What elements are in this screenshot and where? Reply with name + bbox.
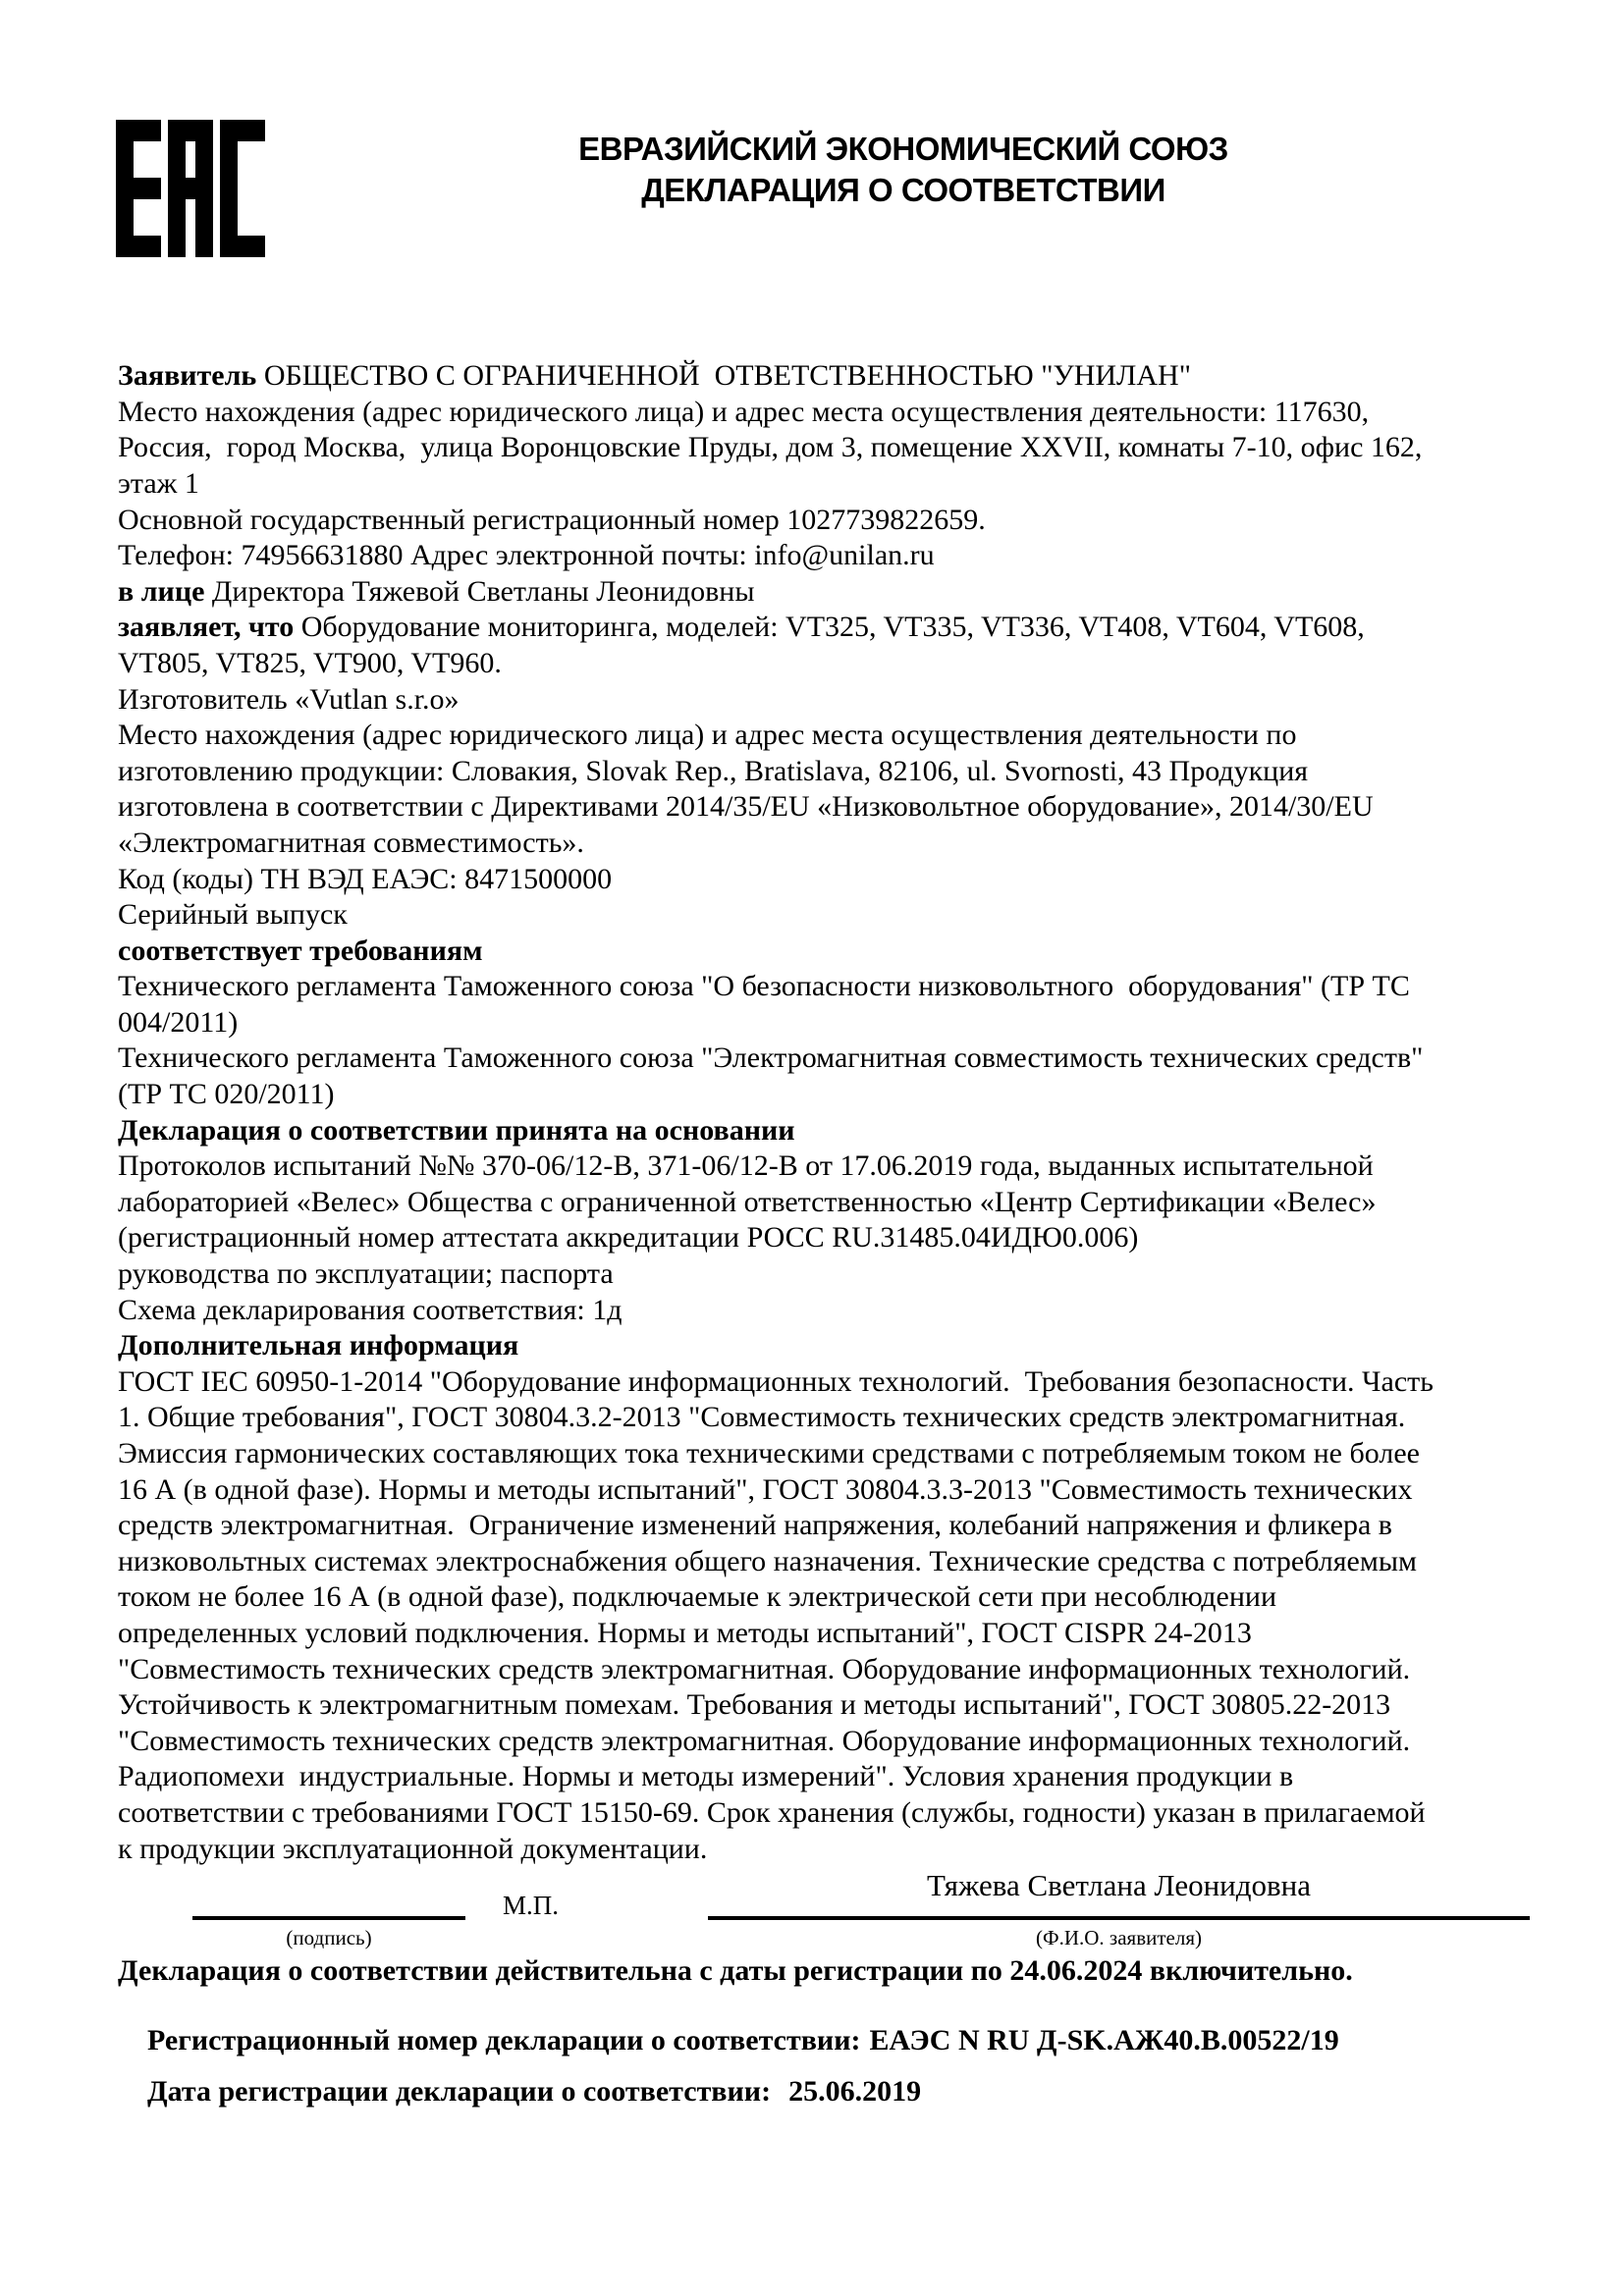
body-line: Декларация о соответствии принята на основании xyxy=(118,1113,795,1147)
body-text xyxy=(118,287,1542,2061)
body-line: изготовлена в соответствии с Директивами 2014/35/EU «Низковольтное оборудование», 2014/30/EU xyxy=(118,790,1374,824)
body-line: Протоколов испытаний №№ 370-06/12-В, 371-06/12-В от 17.06.2019 года, выданных испытательной xyxy=(118,1149,1374,1183)
stamp-place-label: М.П. xyxy=(503,1891,560,1920)
body-line: VT805, VT825, VT900, VT960. xyxy=(118,646,502,679)
body-line: изготовлению продукции: Словакия, Slovak Rep., Bratislava, 82106, ul. Svornosti, 43 Продукция xyxy=(118,754,1309,787)
body-line: Основной государственный регистрационный номер 1027739822659. xyxy=(118,503,986,536)
body-line: Место нахождения (адрес юридического лица) и адрес места осуществления деятельности по xyxy=(118,719,1297,752)
body-line: (ТР ТС 020/2011) xyxy=(118,1078,335,1111)
body-line: Серийный выпуск xyxy=(118,898,348,932)
document-title xyxy=(187,129,1620,211)
registration-date-line xyxy=(118,2042,921,2142)
body-line: Дополнительная информация xyxy=(118,1329,519,1362)
body-line: Код (коды) ТН ВЭД ЕАЭС: 8471500000 xyxy=(118,862,613,895)
body-line: Изготовитель «Vutlan s.r.o» xyxy=(118,682,460,716)
body-line: Заявитель ОБЩЕСТВО С ОГРАНИЧЕННОЙ ОТВЕТСТВЕННОСТЬЮ "УНИЛАН" xyxy=(118,359,1191,393)
body-line: "Совместимость технических средств электромагнитная. Оборудование информационных технологий. xyxy=(118,1652,1411,1685)
body-line: (регистрационный номер аттестата аккредитации РОСС RU.31485.04ИДЮ0.006) xyxy=(118,1221,1139,1255)
body-line: к продукции эксплуатационной документации. xyxy=(118,1832,708,1865)
body-line: соответствует требованиям xyxy=(118,934,483,967)
body-line: "Совместимость технических средств электромагнитная. Оборудование информационных технологий. xyxy=(118,1724,1411,1757)
body-lines xyxy=(118,358,1542,1867)
body-line: 1. Общие требования", ГОСТ 30804.3.2-2013 "Совместимость технических средств электромагнитная. xyxy=(118,1401,1406,1434)
body-line: низковольтных системах электроснабжения общего назначения. Технические средства с потребляемым xyxy=(118,1544,1417,1577)
body-line: средств электромагнитная. Ограничение изменений напряжения, колебаний напряжения и фликера в xyxy=(118,1509,1392,1542)
title-line-declaration: ДЕКЛАРАЦИЯ О СООТВЕТСТВИИ xyxy=(641,172,1165,208)
body-line: этаж 1 xyxy=(118,466,199,500)
registration-date-label: Дата регистрации декларации о соответствии: xyxy=(147,2075,772,2108)
body-line: Технического регламента Таможенного союза "Электромагнитная совместимость технических средств" xyxy=(118,1041,1424,1075)
body-line: «Электромагнитная совместимость». xyxy=(118,826,584,859)
body-line: Схема декларирования соответствия: 1д xyxy=(118,1293,623,1326)
registration-number-value: ЕАЭС N RU Д-SK.АЖ40.В.00522/19 xyxy=(869,2024,1339,2056)
body-line: руководства по эксплуатации; паспорта xyxy=(118,1257,614,1291)
applicant-name: Тяжева Светлана Леонидовна xyxy=(926,1868,1312,1902)
body-line: Место нахождения (адрес юридического лица) и адрес места осуществления деятельности: 117630, xyxy=(118,395,1370,428)
body-line: Технического регламента Таможенного союза "О безопасности низковольтного оборудования" (ТР ТС xyxy=(118,970,1410,1003)
body-line: 004/2011) xyxy=(118,1005,239,1039)
body-line: в лице Директора Тяжевой Светланы Леонидовны xyxy=(118,574,755,608)
body-line: Радиопомехи индустриальные. Нормы и методы измерений". Условия хранения продукции в xyxy=(118,1760,1294,1793)
title-line-union: ЕВРАЗИЙСКИЙ ЭКОНОМИЧЕСКИЙ СОЮЗ xyxy=(578,131,1228,167)
body-line: ГОСТ IEC 60950-1-2014 "Оборудование информационных технологий. Требования безопасности. Часть xyxy=(118,1364,1434,1398)
body-line: током не более 16 А (в одной фазе), подключаемые к электрической сети при несоблюдении xyxy=(118,1580,1277,1614)
body-line: соответствии с требованиями ГОСТ 15150-69. Срок хранения (службы, годности) указан в прилагаемой xyxy=(118,1795,1426,1829)
body-line: лабораторией «Велес» Общества с ограниченной ответственностью «Центр Сертификации «Велес» xyxy=(118,1185,1377,1218)
body-line: Эмиссия гармонических составляющих тока техническими средствами с потребляемым током не более xyxy=(118,1437,1420,1469)
applicant-name-caption: (Ф.И.О. заявителя) xyxy=(1036,1926,1202,1949)
body-line: Телефон: 74956631880 Адрес электронной почты: info@unilan.ru xyxy=(118,539,935,572)
signature-line xyxy=(192,1916,465,1920)
validity-statement: Декларация о соответствии действительна с даты регистрации по 24.06.2024 включительно. xyxy=(118,1954,1353,1988)
body-line: Устойчивость к электромагнитным помехам. Требования и методы испытаний", ГОСТ 30805.22-2013 xyxy=(118,1688,1391,1722)
applicant-name-line xyxy=(708,1916,1530,1920)
signature-caption: (подпись) xyxy=(286,1926,372,1949)
registration-number-label: Регистрационный номер декларации о соответствии: xyxy=(147,2024,861,2056)
body-line: заявляет, что Оборудование мониторинга, моделей: VT325, VT335, VT336, VT408, VT604, VT608, xyxy=(118,611,1365,644)
body-line: 16 А (в одной фазе). Нормы и методы испытаний", ГОСТ 30804.3.3-2013 "Совместимость технических xyxy=(118,1472,1413,1506)
body-line: определенных условий подключения. Нормы и методы испытаний", ГОСТ CISPR 24-2013 xyxy=(118,1616,1252,1649)
body-line: Россия, город Москва, улица Воронцовские Пруды, дом 3, помещение XXVII, комнаты 7-10, офис 162, xyxy=(118,431,1423,464)
registration-date-value: 25.06.2019 xyxy=(788,2075,922,2108)
